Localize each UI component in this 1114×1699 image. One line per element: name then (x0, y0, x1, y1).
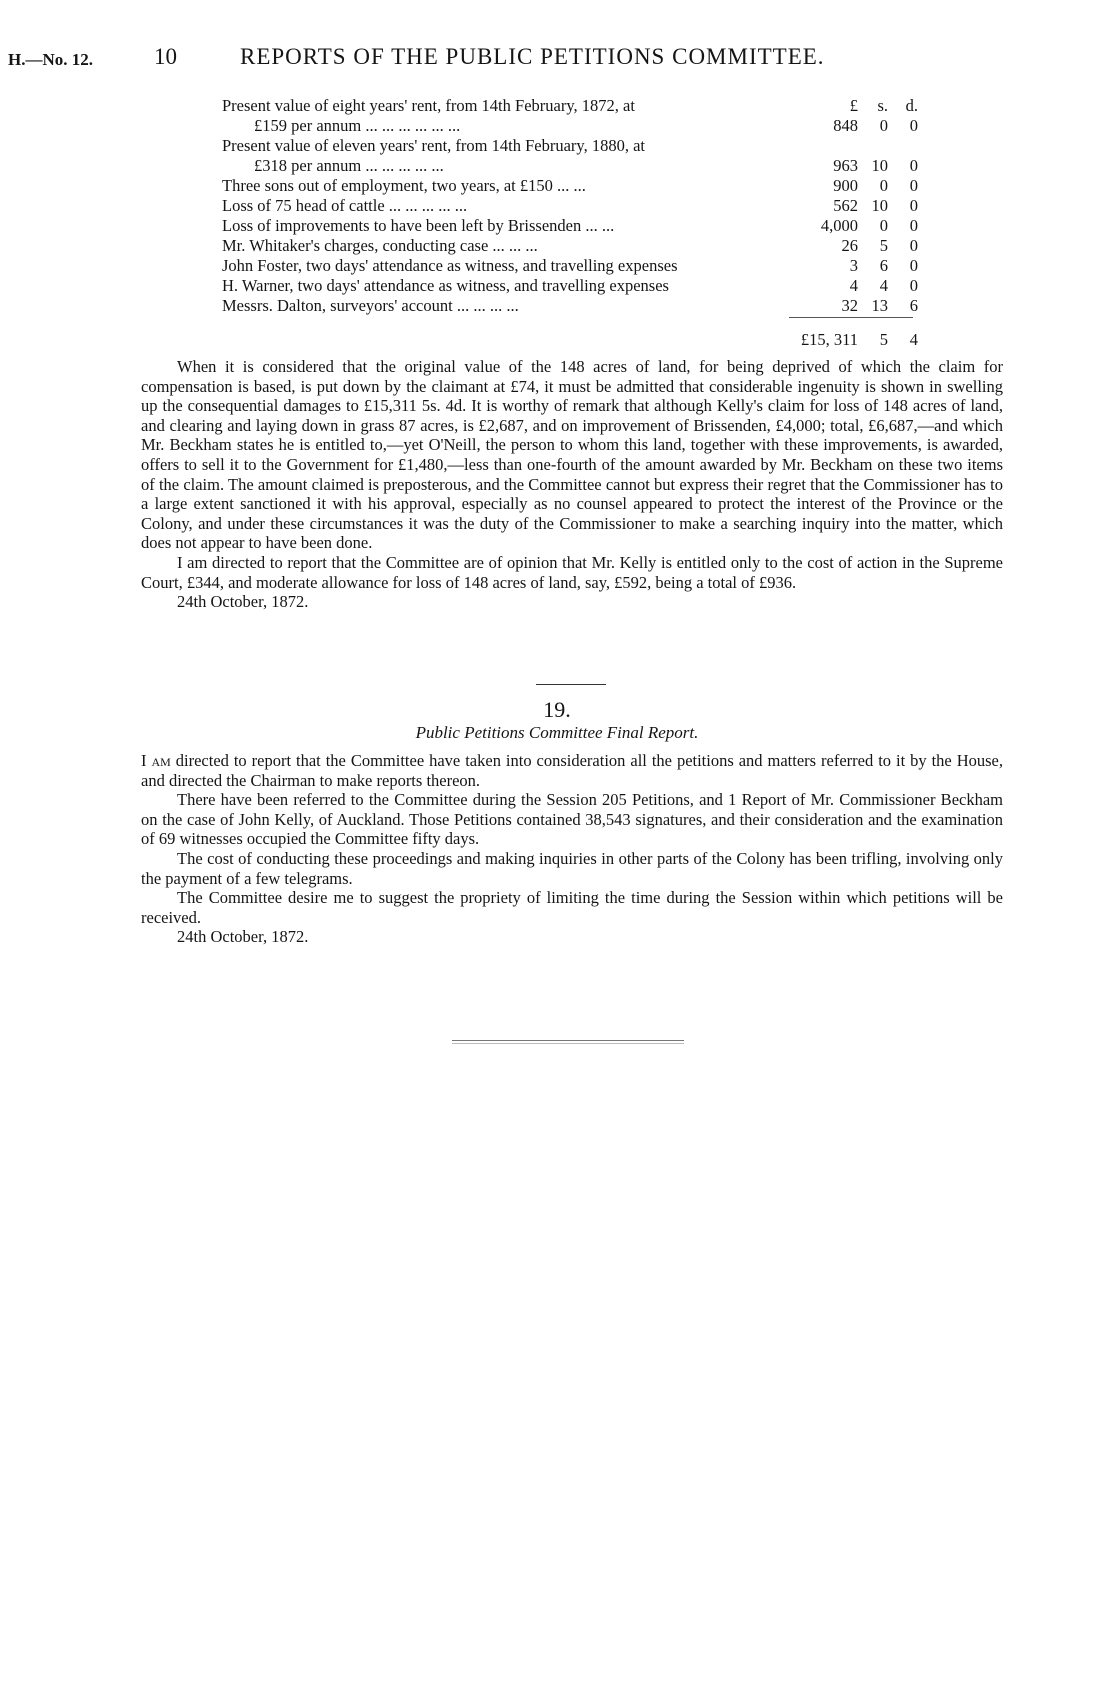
shillings-value: 10 (871, 156, 888, 175)
report-date: 24th October, 1872. (177, 927, 309, 947)
lead-words: I am (141, 751, 171, 770)
shillings-value: 0 (879, 176, 888, 195)
pounds-value: 26 (841, 236, 858, 255)
total-pence: 4 (909, 330, 918, 349)
table-row (222, 236, 942, 256)
shillings-value: 10 (871, 196, 888, 215)
paper-reference: H.—No. 12. (8, 50, 93, 69)
item-description: Three sons out of employment, two years, at £150 ... ... (222, 176, 586, 195)
pounds-value: 3 (849, 256, 858, 275)
pounds-value: 4 (849, 276, 858, 295)
paragraph: When it is considered that the original value of the 148 acres of land, for being deprived of which the claim for compensation is based, is put down by the claimant at £74, it must be admitted that considerable ingenuity is shown in swelling up the consequential damages to £15,311 5s. 4d. It is worthy of remark that although Kelly's claim for loss of 148 acres of land, and clearing and laying down in grass 87 acres, is £2,687, and on improvement of Brissenden, £4,000; total, £6,687,—and which Mr. Beckham states he is entitled to,—yet O'Neill, the person to whom this land, together with these improvements, is awarded, offers to sell it to the Government for £1,480,—less than one-fourth of the amount awarded by Mr. Beckham on these two items of the claim. The amount claimed is preposterous, and the Committee cannot but express their regret that the Commissioner has to a large extent sanctioned it with his approval, especially as no counsel appeared to protect the interest of the Province or the Colony, and under these circumstances it was the duty of the Commissioner to make a searching inquiry into the matter, which does not appear to have been done. (141, 357, 1003, 553)
pence-header: d. (905, 96, 918, 115)
table-row (222, 256, 942, 276)
shillings-value: 4 (879, 276, 888, 295)
section-19-text (141, 751, 1003, 947)
paragraph-rest: directed to report that the Committee have taken into consideration all the petitions and matters referred to it by the House, and directed the Chairman to make reports thereon. (141, 751, 1003, 790)
pence-value: 0 (909, 176, 918, 195)
pence-value: 0 (909, 116, 918, 135)
shillings-value: 0 (879, 216, 888, 235)
pounds-value: 4,000 (820, 216, 858, 235)
pounds-value: 900 (833, 176, 858, 195)
pounds-header: £ (849, 96, 858, 115)
item-description: £318 per annum ... ... ... ... ... (254, 156, 444, 175)
item-description: Loss of improvements to have been left by Brissenden ... ... (222, 216, 615, 235)
table-row (222, 196, 942, 216)
pence-value: 0 (909, 236, 918, 255)
table-row (222, 176, 942, 196)
item-description: £159 per annum ... ... ... ... ... ... (254, 116, 461, 135)
shillings-value: 0 (879, 116, 888, 135)
section-title: Public Petitions Committee Final Report. (415, 723, 699, 742)
total-pounds: £15, 311 (800, 330, 858, 349)
item-description: Present value of eleven years' rent, from 14th February, 1880, at (222, 136, 645, 155)
table-row (222, 276, 942, 296)
paragraph (141, 751, 1003, 790)
section-divider (536, 684, 606, 685)
section-number: 19. (543, 697, 571, 722)
table-row (222, 296, 942, 316)
table-row (222, 156, 942, 176)
item-description: H. Warner, two days' attendance as witness, and travelling expenses (222, 276, 669, 295)
item-description: John Foster, two days' attendance as witness, and travelling expenses (222, 256, 678, 275)
pounds-value: 562 (833, 196, 858, 215)
compensation-account-table (222, 96, 942, 349)
page-header (8, 44, 1018, 74)
end-rule (452, 1040, 684, 1041)
pence-value: 0 (909, 256, 918, 275)
pence-value: 0 (909, 196, 918, 215)
paragraph: I am directed to report that the Committee are of opinion that Mr. Kelly is entitled only to the cost of action in the Supreme Court, £344, and moderate allowance for loss of 148 acres of land, say, £592, being a total of £936. (141, 552, 1003, 592)
shillings-value: 5 (879, 236, 888, 255)
item-description: Mr. Whitaker's charges, conducting case ... ... ... (222, 236, 538, 255)
total-row (222, 330, 942, 352)
table-row (222, 116, 942, 136)
pence-value: 0 (909, 156, 918, 175)
paragraph: The cost of conducting these proceedings and making inquiries in other parts of the Colony has been trifling, involving only the payment of a few telegrams. (141, 848, 1003, 888)
section-18-text (141, 357, 1003, 612)
running-title: REPORTS OF THE PUBLIC PETITIONS COMMITTEE. (240, 44, 825, 69)
end-rule (452, 1043, 684, 1044)
total-divider (789, 317, 913, 318)
table-row (222, 136, 942, 156)
pounds-value: 963 (833, 156, 858, 175)
paragraph: The Committee desire me to suggest the propriety of limiting the time during the Session within which petitions will be received. (141, 888, 1003, 927)
item-description: Present value of eight years' rent, from 14th February, 1872, at (222, 96, 635, 115)
item-description: Loss of 75 head of cattle ... ... ... ... ... (222, 196, 468, 215)
pounds-value: 848 (833, 116, 858, 135)
total-shillings: 5 (879, 330, 888, 349)
pence-value: 0 (909, 276, 918, 295)
paragraph: There have been referred to the Committee during the Session 205 Petitions, and 1 Report of Mr. Commissioner Beckham on the case of John Kelly, of Auckland. Those Petitions contained 38,543 signatures, and their consideration and the examination of 69 witnesses occupied the Committee fifty days. (141, 790, 1003, 849)
shillings-value: 13 (871, 296, 888, 315)
report-date: 24th October, 1872. (177, 592, 309, 612)
item-description: Messrs. Dalton, surveyors' account ... ... ... ... (222, 296, 519, 315)
page-number: 10 (154, 44, 177, 69)
pounds-value: 32 (841, 296, 858, 315)
shillings-value: 6 (879, 256, 888, 275)
pence-value: 0 (909, 216, 918, 235)
column-headers (222, 96, 942, 116)
shillings-header: s. (877, 96, 888, 115)
pence-value: 6 (909, 296, 918, 315)
table-row (222, 216, 942, 236)
